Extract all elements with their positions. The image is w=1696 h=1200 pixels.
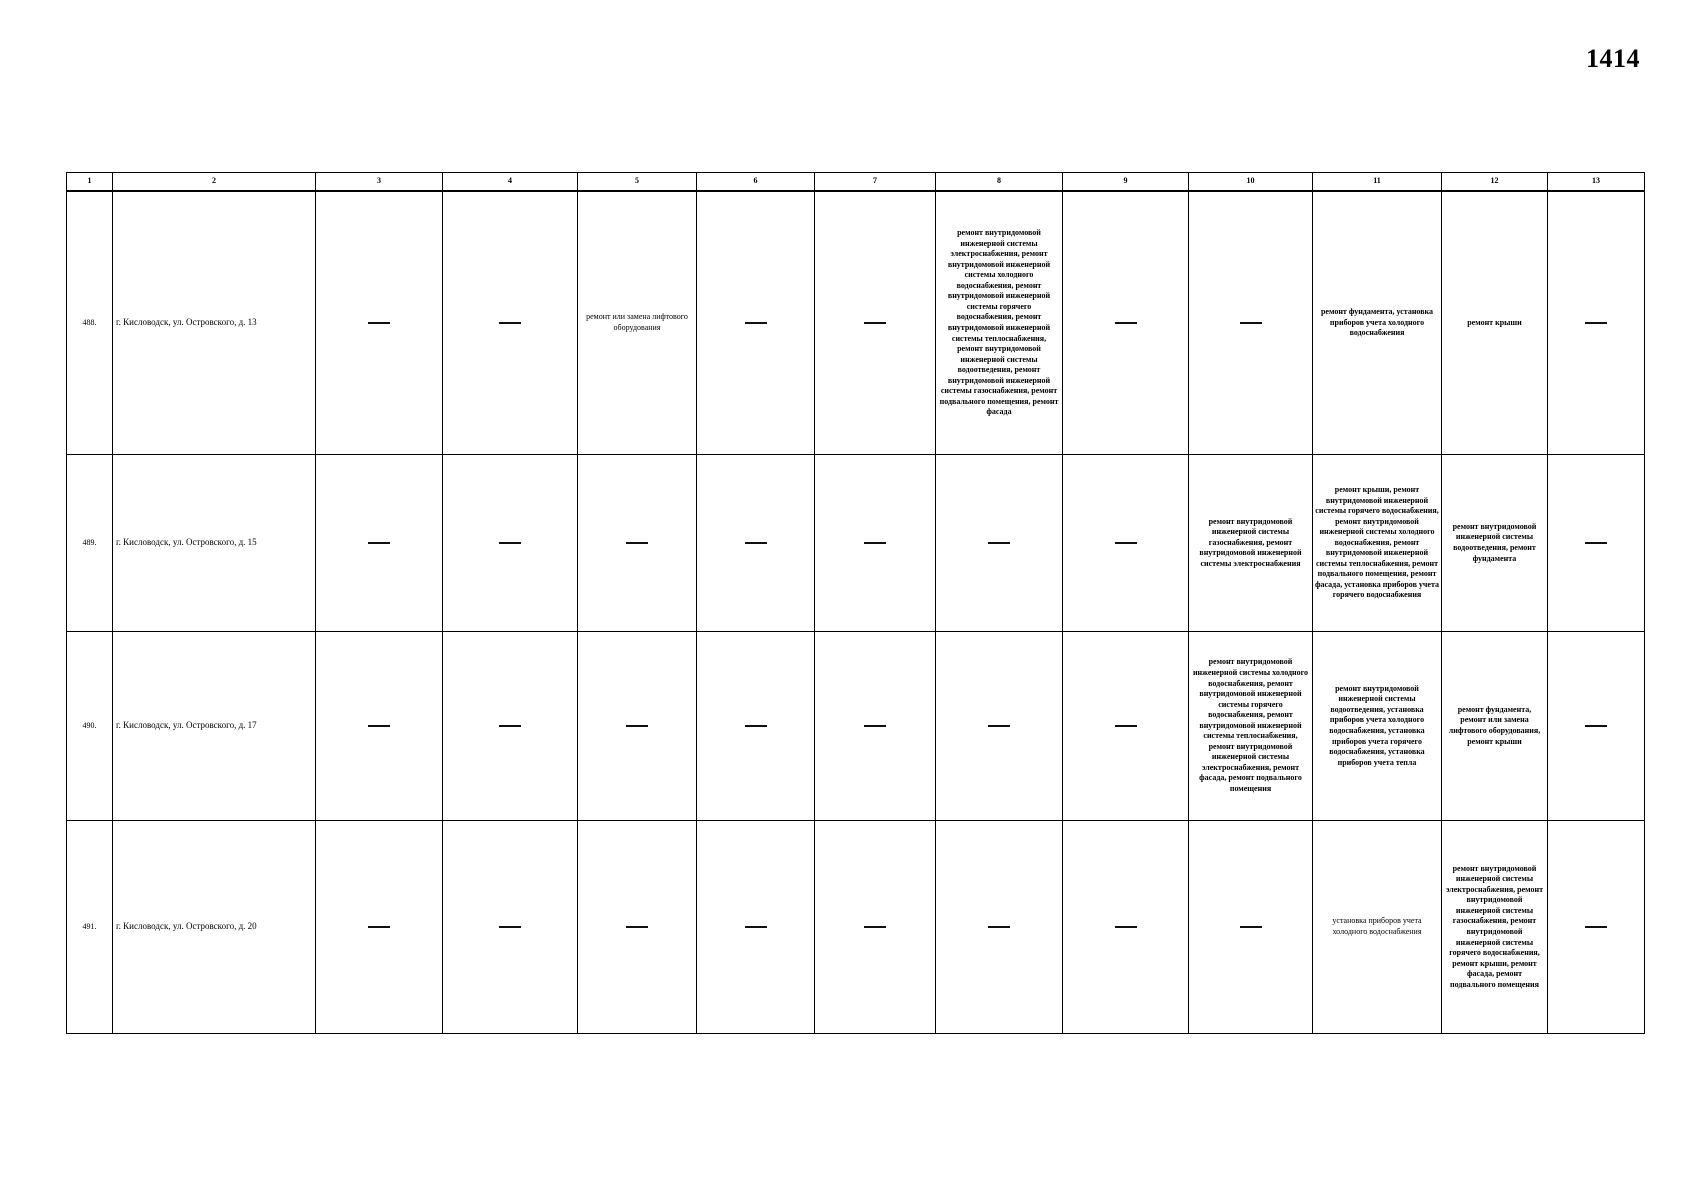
empty-cell	[443, 455, 578, 632]
works-cell: ремонт крыши, ремонт внутридомовой инженерной системы горячего водоснабжения, ремонт внутридомовой инженерной системы холодного водоснабжения, ремонт внутридомовой инженерной системы теплоснабжения, ремонт подвального помещения, ремонт фасада, установка приборов учета горячего водоснабжения	[1313, 455, 1442, 632]
address-cell: г. Кисловодск, ул. Островского, д. 15	[113, 455, 316, 632]
dash-mark	[1240, 322, 1262, 324]
works-cell: ремонт внутридомовой инженерной системы водоотведения, ремонт фундамента	[1442, 455, 1548, 632]
dash-mark	[988, 542, 1010, 544]
column-header: 5	[578, 173, 697, 192]
empty-cell	[1189, 191, 1313, 455]
works-cell: ремонт крыши	[1442, 191, 1548, 455]
dash-mark	[368, 725, 390, 727]
page-number: 1414	[1586, 44, 1640, 73]
empty-cell	[697, 821, 815, 1034]
works-cell: установка приборов учета холодного водоснабжения	[1313, 821, 1442, 1034]
works-cell: ремонт внутридомовой инженерной системы водоотведения, установка приборов учета холодного водоснабжения, установка приборов учета горячего водоснабжения, установка приборов учета тепла	[1313, 632, 1442, 821]
empty-cell	[815, 191, 936, 455]
works-cell: ремонт внутридомовой инженерной системы электроснабжения, ремонт внутридомовой инженерной системы газоснабжения, ремонт внутридомовой инженерной системы горячего водоснабжения, ремонт крыши, ремонт фасада, ремонт подвального помещения	[1442, 821, 1548, 1034]
dash-mark	[988, 725, 1010, 727]
column-header: 6	[697, 173, 815, 192]
dash-mark	[864, 542, 886, 544]
empty-cell	[316, 632, 443, 821]
table-row	[67, 455, 1645, 632]
column-header: 10	[1189, 173, 1313, 192]
column-header: 3	[316, 173, 443, 192]
empty-cell	[815, 821, 936, 1034]
dash-mark	[745, 725, 767, 727]
dash-mark	[1115, 322, 1137, 324]
empty-cell	[1548, 632, 1645, 821]
empty-cell	[316, 821, 443, 1034]
dash-mark	[1585, 542, 1607, 544]
column-header: 2	[113, 173, 316, 192]
empty-cell	[1548, 455, 1645, 632]
empty-cell	[1063, 821, 1189, 1034]
empty-cell	[697, 632, 815, 821]
works-cell: ремонт внутридомовой инженерной системы холодного водоснабжения, ремонт внутридомовой инженерной системы горячего водоснабжения, ремонт внутридомовой инженерной системы теплоснабжения, ремонт внутридомовой инженерной системы электроснабжения, ремонт фасада, ремонт подвального помещения	[1189, 632, 1313, 821]
works-cell: ремонт внутридомовой инженерной системы электроснабжения, ремонт внутридомовой инженерной системы холодного водоснабжения, ремонт внутридомовой инженерной системы горячего водоснабжения, ремонт внутридомовой инженерной системы теплоснабжения, ремонт внутридомовой инженерной системы водоотведения, ремонт внутридомовой инженерной системы газоснабжения, ремонт подвального помещения, ремонт фасада	[936, 191, 1063, 455]
empty-cell	[578, 455, 697, 632]
dash-mark	[368, 926, 390, 928]
empty-cell	[443, 632, 578, 821]
empty-cell	[936, 455, 1063, 632]
empty-cell	[697, 191, 815, 455]
dash-mark	[1115, 926, 1137, 928]
empty-cell	[936, 632, 1063, 821]
dash-mark	[1240, 926, 1262, 928]
column-header: 7	[815, 173, 936, 192]
dash-mark	[1115, 542, 1137, 544]
column-header: 4	[443, 173, 578, 192]
row-number: 491.	[67, 821, 113, 1034]
dash-mark	[988, 926, 1010, 928]
works-cell: ремонт фундамента, ремонт или замена лифтового оборудования, ремонт крыши	[1442, 632, 1548, 821]
empty-cell	[936, 821, 1063, 1034]
dash-mark	[1585, 322, 1607, 324]
column-number-header-row	[67, 173, 1645, 192]
dash-mark	[499, 322, 521, 324]
table-row	[67, 191, 1645, 455]
dash-mark	[626, 542, 648, 544]
address-cell: г. Кисловодск, ул. Островского, д. 20	[113, 821, 316, 1034]
row-number: 488.	[67, 191, 113, 455]
row-number: 489.	[67, 455, 113, 632]
empty-cell	[578, 821, 697, 1034]
empty-cell	[443, 821, 578, 1034]
empty-cell	[1063, 191, 1189, 455]
works-cell: ремонт фундамента, установка приборов учета холодного водоснабжения	[1313, 191, 1442, 455]
empty-cell	[697, 455, 815, 632]
dash-mark	[499, 926, 521, 928]
empty-cell	[316, 191, 443, 455]
column-header: 8	[936, 173, 1063, 192]
column-header: 9	[1063, 173, 1189, 192]
empty-cell	[1063, 632, 1189, 821]
address-cell: г. Кисловодск, ул. Островского, д. 17	[113, 632, 316, 821]
dash-mark	[1585, 725, 1607, 727]
column-header: 11	[1313, 173, 1442, 192]
dash-mark	[1585, 926, 1607, 928]
empty-cell	[578, 632, 697, 821]
dash-mark	[864, 322, 886, 324]
table-row	[67, 632, 1645, 821]
works-cell: ремонт внутридомовой инженерной системы газоснабжения, ремонт внутридомовой инженерной системы электроснабжения	[1189, 455, 1313, 632]
dash-mark	[499, 542, 521, 544]
column-header: 12	[1442, 173, 1548, 192]
empty-cell	[1189, 821, 1313, 1034]
dash-mark	[626, 725, 648, 727]
dash-mark	[745, 542, 767, 544]
address-cell: г. Кисловодск, ул. Островского, д. 13	[113, 191, 316, 455]
empty-cell	[1548, 191, 1645, 455]
row-number: 490.	[67, 632, 113, 821]
dash-mark	[1115, 725, 1137, 727]
dash-mark	[368, 322, 390, 324]
dash-mark	[626, 926, 648, 928]
column-header: 1	[67, 173, 113, 192]
works-cell: ремонт или замена лифтового оборудования	[578, 191, 697, 455]
table-row	[67, 821, 1645, 1034]
column-header: 13	[1548, 173, 1645, 192]
empty-cell	[815, 455, 936, 632]
dash-mark	[745, 926, 767, 928]
empty-cell	[1063, 455, 1189, 632]
empty-cell	[815, 632, 936, 821]
dash-mark	[864, 926, 886, 928]
empty-cell	[1548, 821, 1645, 1034]
empty-cell	[443, 191, 578, 455]
dash-mark	[745, 322, 767, 324]
empty-cell	[316, 455, 443, 632]
dash-mark	[864, 725, 886, 727]
dash-mark	[499, 725, 521, 727]
repair-schedule-table	[66, 172, 1645, 1034]
dash-mark	[368, 542, 390, 544]
